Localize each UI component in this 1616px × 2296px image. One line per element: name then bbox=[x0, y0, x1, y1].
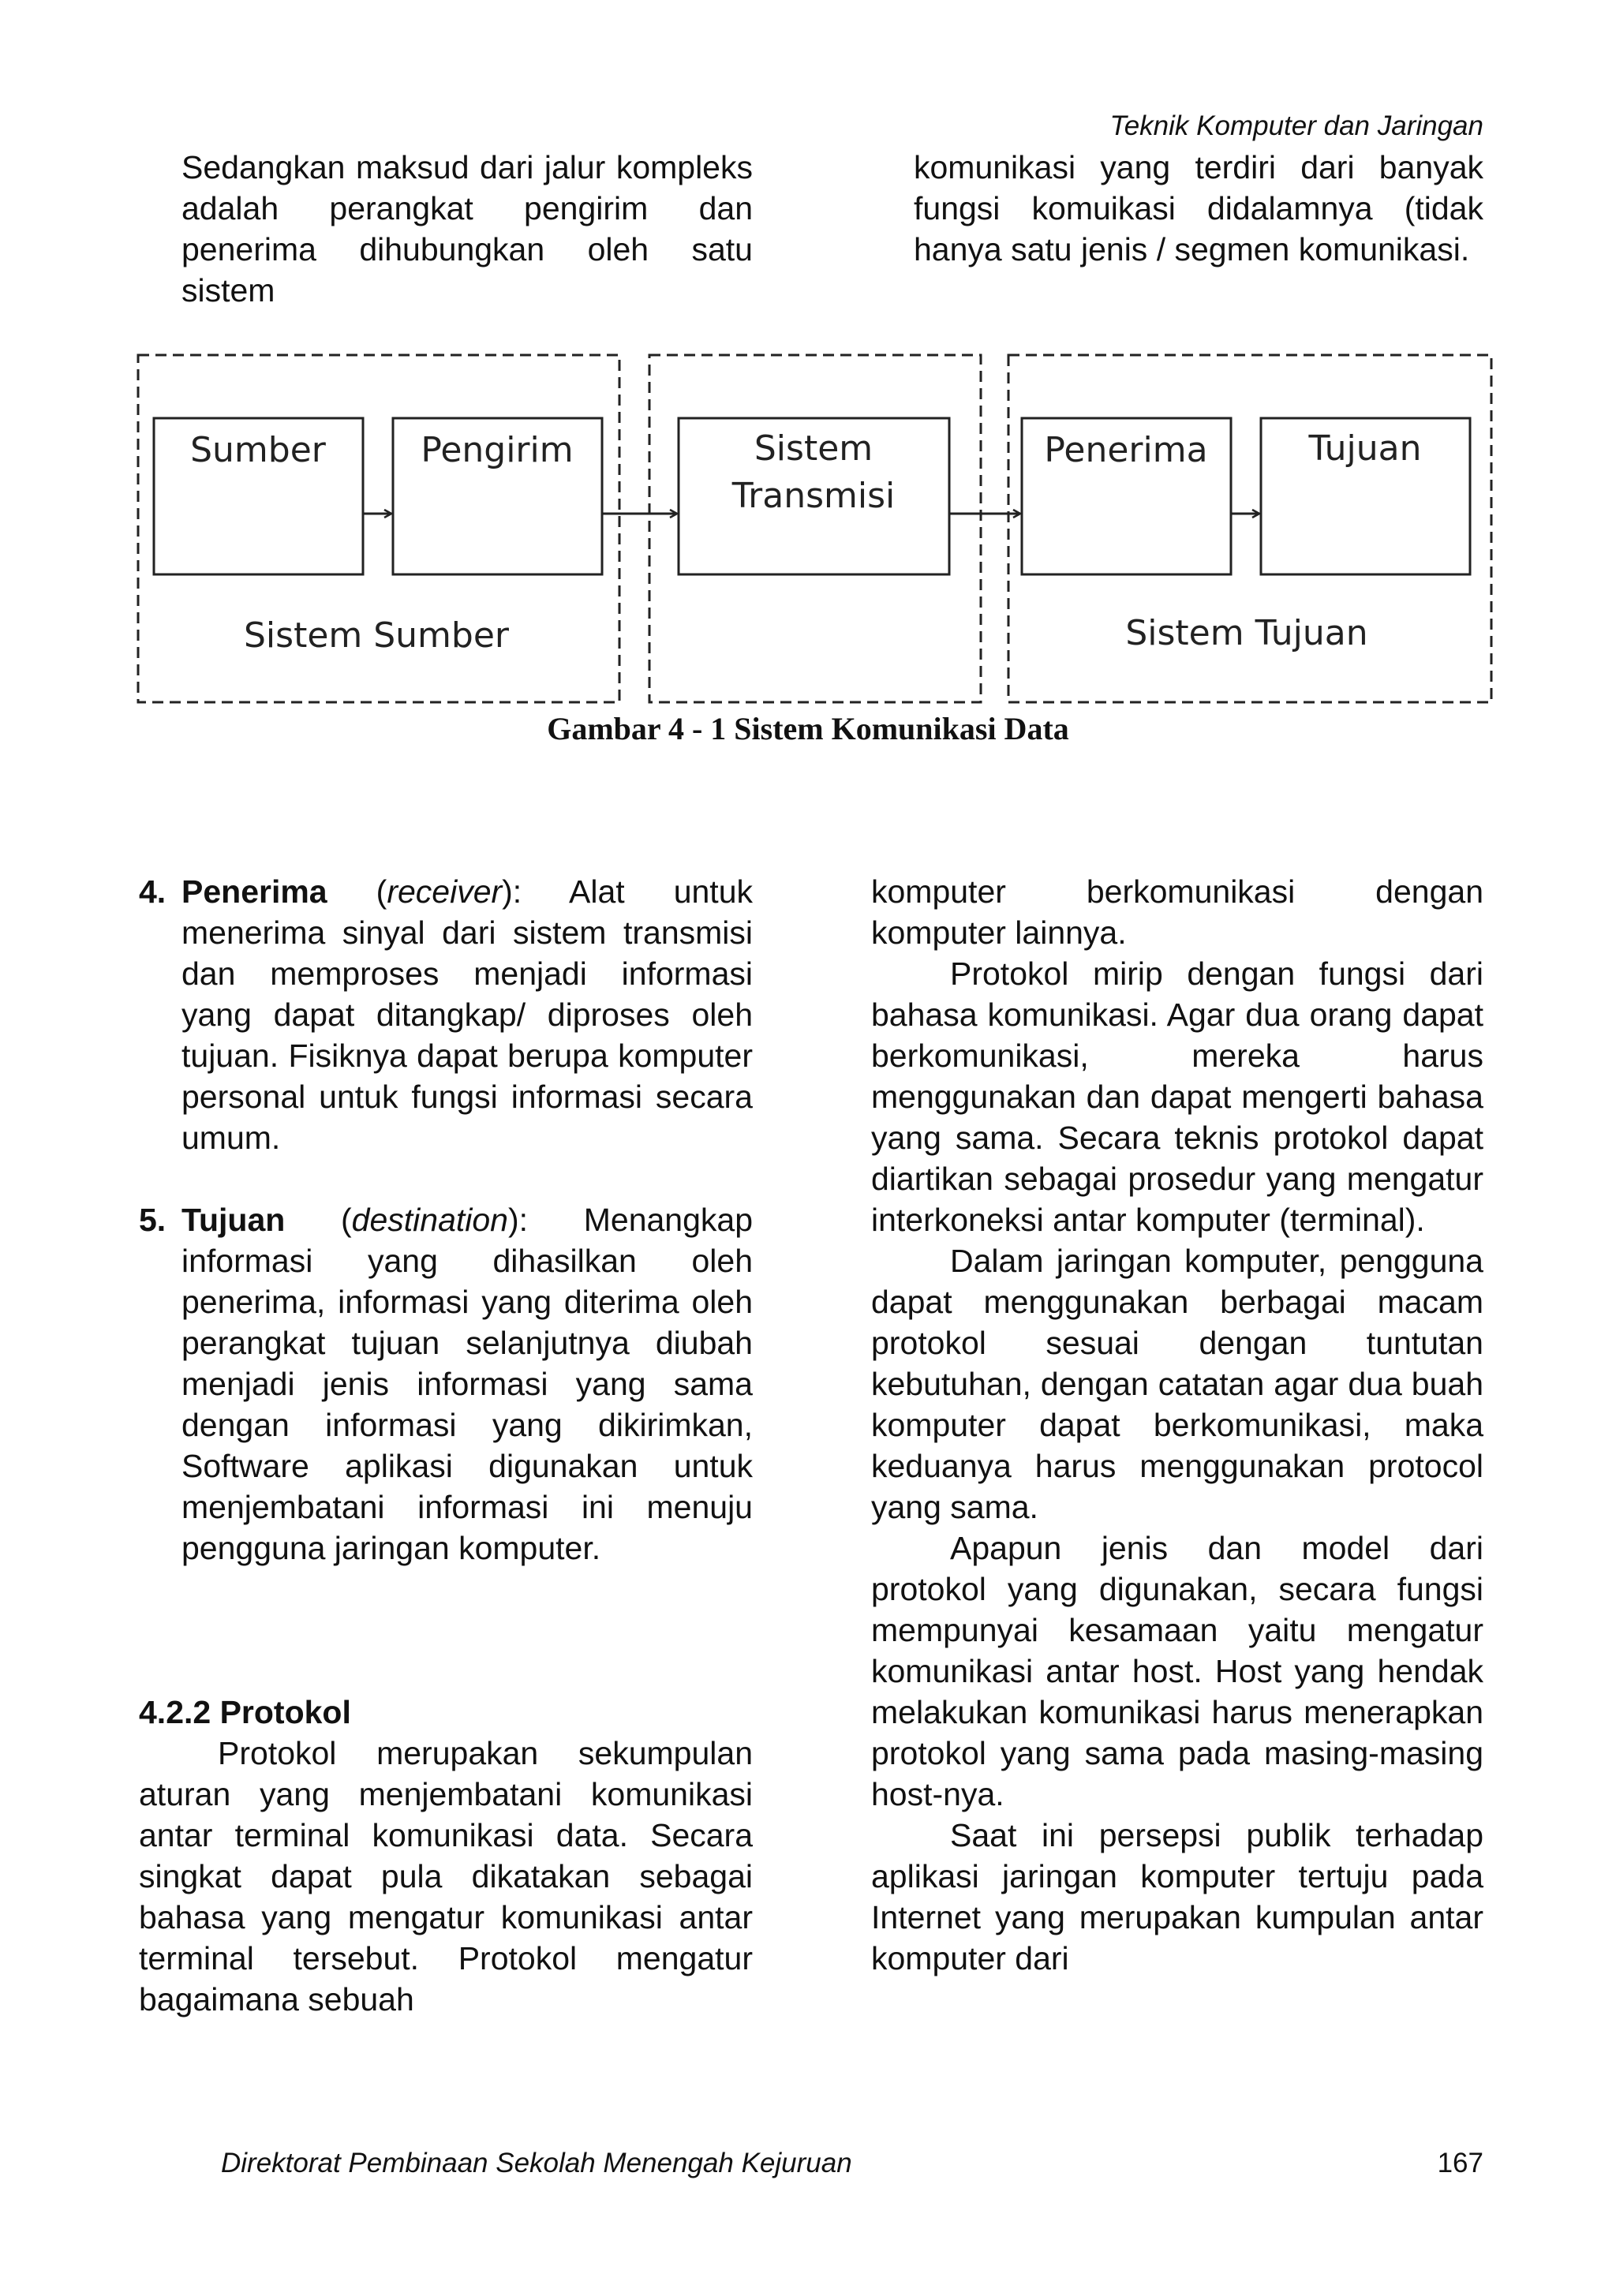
right-column bbox=[871, 871, 1483, 1979]
paragraph-1: Protokol mirip dengan fungsi dari bahasa komunikasi. Agar dua orang dapat berkomunikasi, mereka harus menggunakan dan dapat mengerti bahasa yang sama. Secara teknis protokol dapat diartikan sebagai prosedur yang mengatur interkoneksi antar komputer (terminal). bbox=[871, 955, 1483, 1238]
top-left-paragraph bbox=[181, 147, 753, 311]
pengirim-label: Pengirim bbox=[421, 430, 574, 470]
sistem-sumber-label: Sistem Sumber bbox=[243, 615, 510, 656]
penerima-label: Penerima bbox=[1044, 430, 1208, 470]
sistem-label: Sistem bbox=[754, 428, 873, 469]
communication-system-diagram bbox=[134, 347, 1499, 718]
list-item-tujuan bbox=[139, 1199, 753, 1569]
sumber-label: Sumber bbox=[190, 430, 326, 470]
paragraph-3: Apapun jenis dan model dari protokol yang digunakan, secara fungsi mempunyai kesamaan yaitu mengatur komunikasi antar host. Host yang hendak melakukan komunikasi harus menerapkan protokol yang sama pada masing-masing host-nya. bbox=[871, 1530, 1483, 1812]
footer-publisher: Direktorat Pembinaan Sekolah Menengah Kejuruan bbox=[221, 2148, 852, 2178]
english-term: destination bbox=[351, 1202, 508, 1238]
running-header: Teknik Komputer dan Jaringan bbox=[1109, 110, 1483, 141]
term: Penerima bbox=[181, 873, 327, 910]
figure-caption: Gambar 4 - 1 Sistem Komunikasi Data bbox=[547, 711, 1069, 746]
list-number: 5. bbox=[139, 1202, 166, 1238]
english-term: receiver bbox=[387, 873, 503, 910]
list-item-text: Penerima (receiver): Alat untuk menerima sinyal dari sistem transmisi dan memproses menjadi informasi yang dapat ditangkap/ diproses oleh tujuan. Fisiknya dapat berupa komputer personal untuk fungsi informasi secara umum. bbox=[181, 873, 753, 1156]
paragraph-2: Dalam jaringan komputer, pengguna dapat menggunakan berbagai macam protokol sesuai dengan tuntutan kebutuhan, dengan catatan agar dua buah komputer dapat berkomunikasi, maka keduanya harus menggunakan protocol yang sama. bbox=[871, 1243, 1483, 1525]
left-column bbox=[139, 871, 753, 2020]
list-item-text: Tujuan (destination): Menangkap informasi yang dihasilkan oleh penerima, informasi yang diterima oleh perangkat tujuan selanjutnya diubah menjadi jenis informasi yang sama dengan informasi yang dikirimkan, Software aplikasi digunakan untuk menjembatani informasi ini menuju pengguna jaringan komputer. bbox=[181, 1202, 754, 1566]
section-heading: 4.2.2 Protokol bbox=[139, 1694, 351, 1730]
transmisi-label: Transmisi bbox=[731, 476, 896, 516]
top-right-paragraph bbox=[914, 147, 1483, 270]
section-paragraph: Protokol merupakan sekumpulan aturan yang menjembatani komunikasi antar terminal komunikasi data. Secara singkat dapat pula dikatakan sebagai bahasa yang mengatur komunikasi antar terminal tersebut. Protokol mengatur bagaimana sebuah bbox=[139, 1735, 753, 2017]
tujuan-label: Tujuan bbox=[1308, 428, 1422, 469]
description: Alat untuk menerima sinyal dari sistem transmisi dan memproses menjadi informasi yang dapat ditangkap/ diproses oleh tujuan. Fisiknya dapat berupa komputer personal untuk fungsi informasi secara umum. bbox=[181, 873, 753, 1156]
list-item-penerima bbox=[139, 871, 753, 1158]
paragraph-text: Sedangkan maksud dari jalur kompleks adalah perangkat pengirim dan penerima dihubungkan oleh satu sistem bbox=[181, 149, 753, 309]
list-number: 4. bbox=[139, 873, 166, 910]
term: Tujuan bbox=[181, 1202, 286, 1238]
paragraph-text: komunikasi yang terdiri dari banyak fungsi komuikasi didalamnya (tidak hanya satu jenis / segmen komunikasi. bbox=[914, 149, 1483, 267]
paragraph-continuation: komputer berkomunikasi dengan komputer lainnya. bbox=[871, 873, 1483, 951]
paragraph-4: Saat ini persepsi publik terhadap aplikasi jaringan komputer tertuju pada Internet yang merupakan kumpulan antar komputer dari bbox=[871, 1817, 1483, 1976]
sistem-tujuan-label: Sistem Tujuan bbox=[1125, 613, 1368, 653]
description: Menangkap informasi yang dihasilkan oleh penerima, informasi yang diterima oleh perangkat tujuan selanjutnya diubah menjadi jenis informasi yang sama dengan informasi yang dikirimkan, Software aplikasi digunakan untuk menjembatani informasi ini menuju pengguna jaringan komputer. bbox=[181, 1202, 754, 1566]
page-number: 167 bbox=[1437, 2148, 1483, 2178]
